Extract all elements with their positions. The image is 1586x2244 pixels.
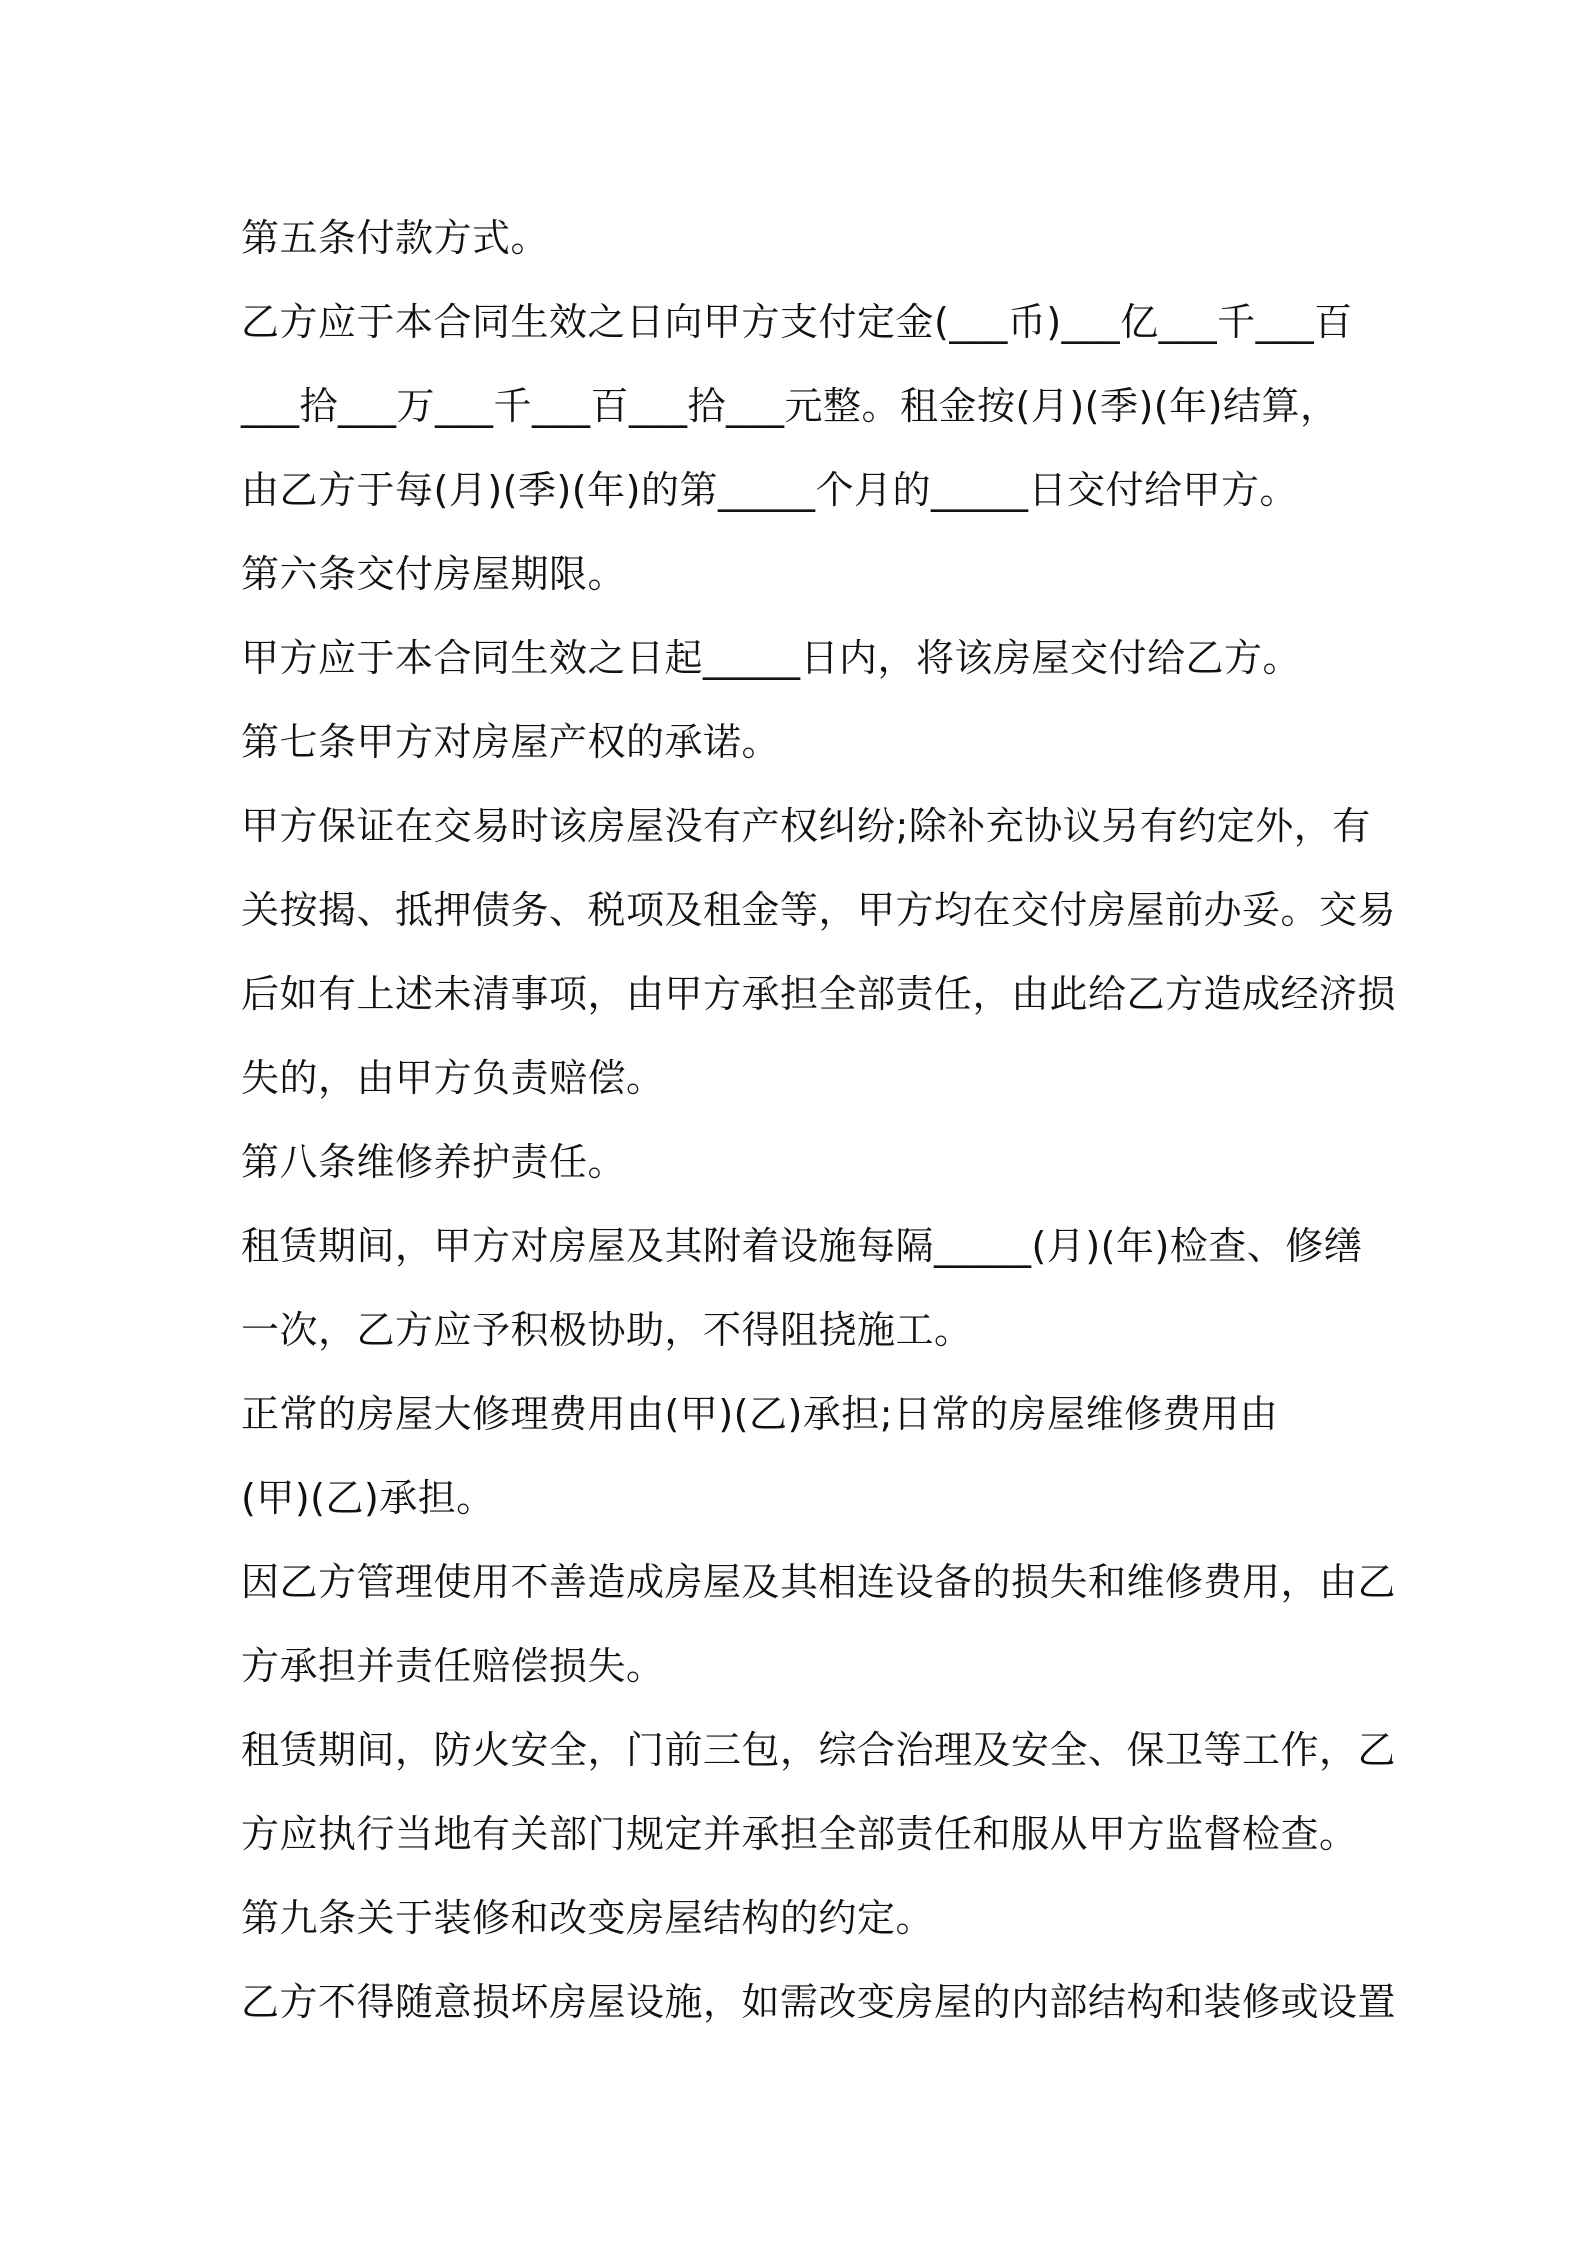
text-line: 正常的房屋大修理费用由(甲)(乙)承担;日常的房屋维修费用由: [241, 1392, 1279, 1436]
text-line: 租赁期间，防火安全，门前三包，综合治理及安全、保卫等工作，乙: [241, 1728, 1397, 1772]
article-7-heading: 第七条甲方对房屋产权的承诺。: [241, 720, 781, 764]
article-5-heading: 第五条付款方式。: [241, 216, 550, 260]
text-line: 方应执行当地有关部门规定并承担全部责任和服从甲方监督检查。: [241, 1812, 1358, 1856]
text-line: 关按揭、抵押债务、税项及租金等，甲方均在交付房屋前办妥。交易: [241, 888, 1397, 932]
text-line: (甲)(乙)承担。: [241, 1476, 495, 1520]
text-line: 乙方不得随意损坏房屋设施，如需改变房屋的内部结构和装修或设置: [241, 1980, 1397, 2024]
text-line: 后如有上述未清事项，由甲方承担全部责任，由此给乙方造成经济损: [241, 972, 1397, 1016]
text-line: 租赁期间，甲方对房屋及其附着设施每隔_____(月)(年)检查、修缮: [241, 1224, 1363, 1268]
text-line: 甲方保证在交易时该房屋没有产权纠纷;除补充协议另有约定外，有: [241, 804, 1371, 848]
text-line: 由乙方于每(月)(季)(年)的第_____个月的_____日交付给甲方。: [241, 468, 1298, 512]
text-line: 方承担并责任赔偿损失。: [241, 1644, 665, 1688]
article-8-heading: 第八条维修养护责任。: [241, 1140, 627, 1184]
text-line: 因乙方管理使用不善造成房屋及其相连设备的损失和维修费用，由乙: [241, 1560, 1397, 1604]
text-line: 失的，由甲方负责赔偿。: [241, 1056, 665, 1100]
article-6-heading: 第六条交付房屋期限。: [241, 552, 627, 596]
text-line: 甲方应于本合同生效之日起_____日内，将该房屋交付给乙方。: [241, 636, 1302, 680]
article-9-heading: 第九条关于装修和改变房屋结构的约定。: [241, 1896, 935, 1940]
text-line: ___拾___万___千___百___拾___元整。租金按(月)(季)(年)结算，: [241, 384, 1339, 428]
document-body: [241, 196, 1397, 2044]
text-line: 一次，乙方应予积极协助，不得阻挠施工。: [241, 1308, 973, 1352]
text-line: 乙方应于本合同生效之日向甲方支付定金(___币)___亿___千___百: [241, 300, 1353, 344]
